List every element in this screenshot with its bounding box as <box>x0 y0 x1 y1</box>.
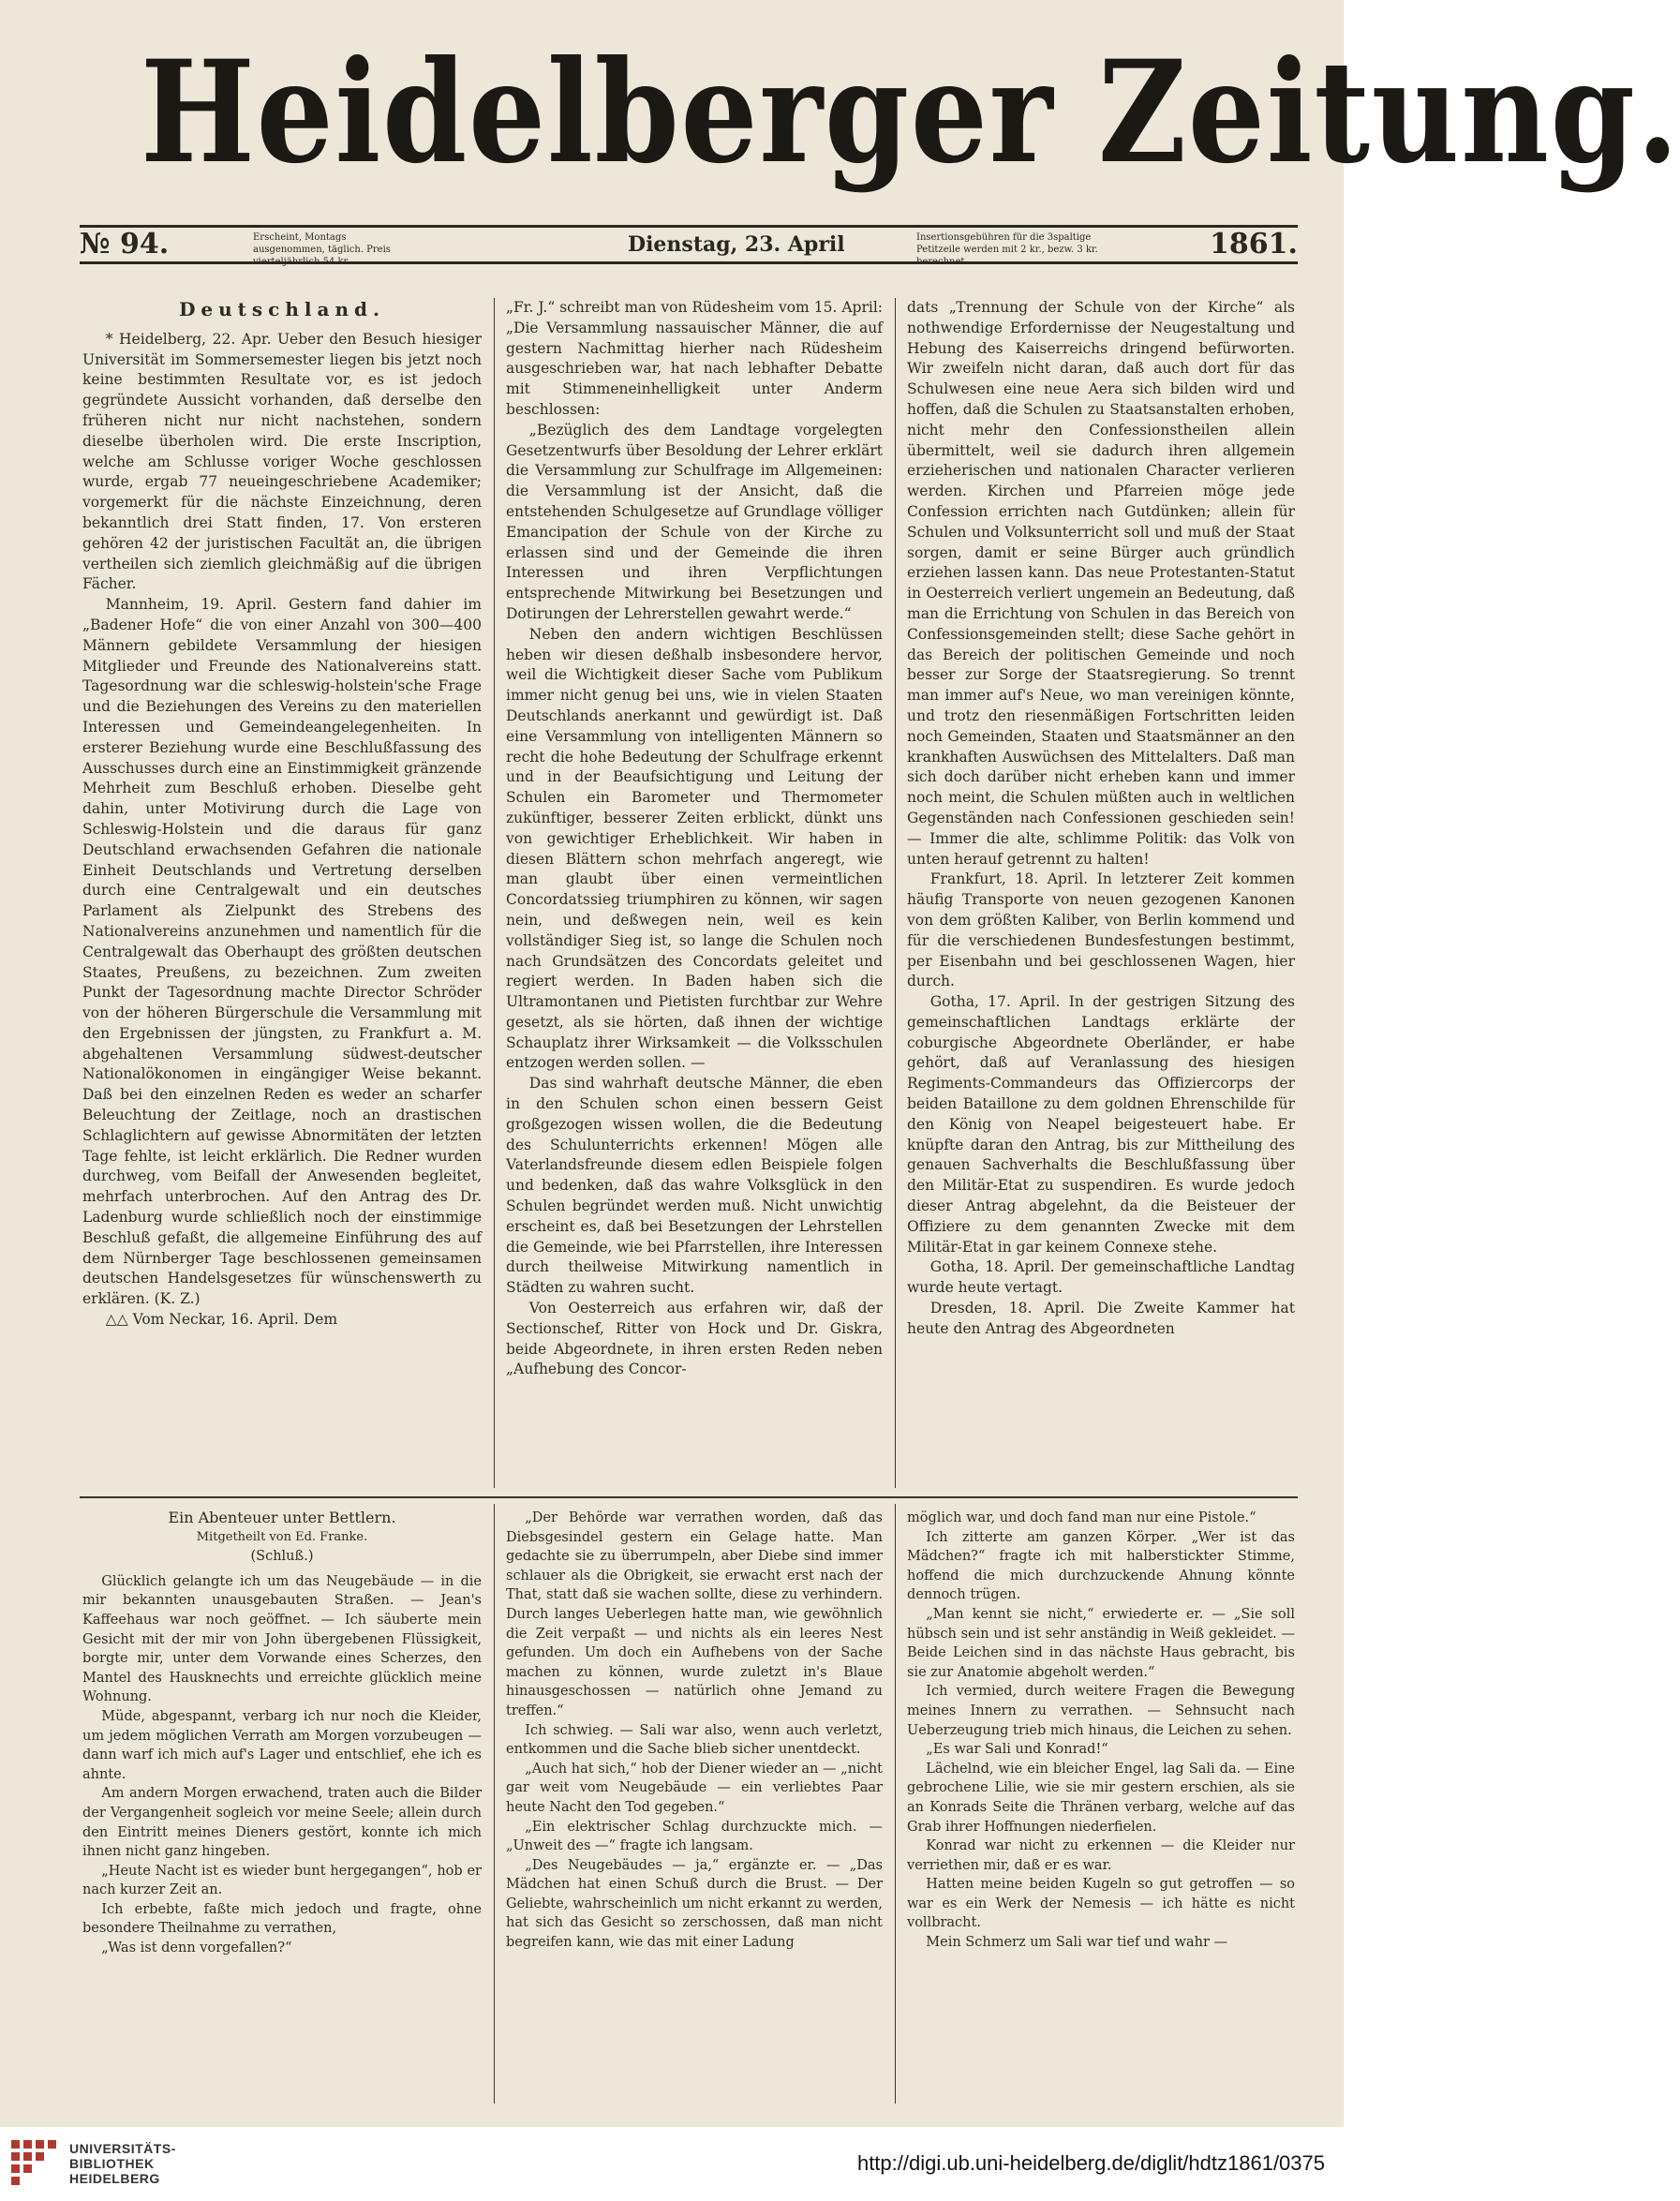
article-gotha-17: Gotha, 17. April. In der gestrigen Sitzung des gemeinschaftlichen Landtags erklärte der coburgische Abgeordnete Oberländer, er habe gehört, daß auf Veranlassung des hiesigen Regiments-Commandeurs das Offiziercorps der beiden Bataillone zu dem goldnen Ehrenschilde für den König von Neapel beigesteuert habe. Er knüpfte daran den Antrag, bis zur Mittheilung des genauen Sachverhalts die Beschlußfassung über den Militär-Etat zu suspendiren. Es wurde jedoch dieser Antrag abgelehnt, da die Beisteuer der Offiziere zu dem genannten Zwecke mit dem Militär-Etat in gar keinem Connexe stehe. <box>907 993 1295 1256</box>
feuilleton-paragraph: Ich zitterte am ganzen Körper. „Wer ist das Mädchen?“ fragte ich mit halberstickter Stimme, hoffend die mich durchzuckende Ahnung könnte dennoch trügen. <box>907 1529 1295 1603</box>
article-oesterreich: Von Oesterreich aus erfahren wir, daß der Sectionschef, Ritter von Hock und Dr. Giskra, beide Abgeordnete, in ihren ersten Reden neben „Aufhebung des Concor- <box>506 1300 883 1378</box>
feuilleton-paragraph: Ich erbebte, faßte mich jedoch und fragte, ohne besondere Theilnahme zu verrathen, <box>82 1901 482 1937</box>
feuilleton-paragraph: Konrad war nicht zu erkennen — die Kleider nur verriethen mir, daß er es war. <box>907 1838 1295 1873</box>
feuilleton-paragraph: Ich vermied, durch weitere Fragen die Bewegung meines Innern zu verrathen. — Sehnsucht nach Ueberzeugung trieb mich hinaus, die Leichen zu sehen. <box>907 1684 1295 1738</box>
feuilleton-paragraph: „Was ist denn vorgefallen?“ <box>101 1941 292 1956</box>
feuilleton-paragraph: „Der Behörde war verrathen worden, daß das Diebsgesindel gestern ein Gelage hatte. Man gedachte sie zu überrumpeln, aber Diebe sind immer schlauer als die Obrigkeit, sie erwacht erst nach der That, statt daß sie wachen sollte, diese zu verhindern. Durch langes Ueberlegen hatte man, wie gewöhnlich die Zeit verpaßt — und nichts als ein leeres Nest gefunden. Um doch ein Aufhebens von der Sache machen zu können, wurde zuletzt in's Blaue hinausgeschossen — natürlich ohne Jemand zu treffen.“ <box>506 1510 883 1718</box>
masthead <box>0 0 1680 216</box>
publishing-note: Erscheint, Montags ausgenommen, täglich. Preis vierteljährlich 54 kr. <box>253 232 391 267</box>
issue-date: Dienstag, 23. April <box>628 232 845 257</box>
feuilleton-paragraph: Lächelnd, wie ein bleicher Engel, lag Sali da. — Eine gebrochene Lilie, wie sie mir gestern erschien, als sie an Konrads Seite die Thränen verbarg, welche auf das Grab ihrer Hoffnungen niederfielen. <box>907 1761 1295 1835</box>
article-frankfurt: Frankfurt, 18. April. In letzterer Zeit kommen häufig Transporte von neuen gezogenen Kanonen von dem größten Kaliber, von Berlin kommend und für die verschiedenen Bundesfestungen bestimmt, per Eisenbahn und bei geschlossenen Wagen, hier durch. <box>907 870 1295 990</box>
feuilleton-paragraph: Glücklich gelangte ich um das Neugebäude — in die mir bekannten unausgebauten Straßen. — Jean's Kaffeehaus war noch geöffnet. — Ich säuberte mein Gesicht mit der mir von John übergebenen Flüssigkeit, borgte mir, unter dem Vorwande eines Scherzes, den Mantel des Hausknechts und erreichte glücklich meine Wohnung. <box>82 1573 482 1705</box>
article-oesterreich-cont: dats „Trennung der Schule von der Kirche“ als nothwendige Erfordernisse der Neugestaltung und Hebung des Kaiserreichs dringend befürworten. Wir zweifeln nicht daran, daß auch dort für das Schulwesen eine neue Aera sich bilden wird und hoffen, daß die Schulen zu Staatsanstalten erhoben, nicht mehr den Confessionstheilen allein übermittelt, weil sie dadurch ihren allgemein erzieherischen und nationalen Character verlieren werden. Kirchen und Pfarreien möge jede Confession errichten nach Gutdünken; allein für Schulen und Volksunterricht soll und muß der Staat sorgen, damit er seine Bürger auch gründlich erziehen lassen kann. Das neue Protestanten-Statut in Oesterreich verliert ungemein an Bedeutung, daß man die Errichtung von Schulen in das Bereich von Confessionsgemeinden stellt; diese Sache gehört in das Bereich der politischen Gemeinde und noch besser zur Sorge der Staatsregierung. So trennt man immer auf's Neue, wo man vereinigen könnte, und trotz den riesenmäßigen Fortschritten leiden noch Gemeinden, Staaten und Staatsmänner an den krankhaften Auswüchsen des Mittelalters. Daß man sich doch darüber nicht erheben kann und immer noch meint, die Schulen müßten auch in weltlichen Gegenständen nach Confessionen geschieden sein! — Immer die alte, schlimme Politik: das Volk von unten herauf getrennt zu halten! <box>907 299 1295 868</box>
column-rule <box>494 1504 495 2104</box>
article-column-2 <box>506 298 883 1492</box>
column-rule <box>494 298 495 1488</box>
article-ruedesheim: „Fr. J.“ schreibt man von Rüdesheim vom 15. April: „Die Versammlung nassauischer Männer, die auf gestern Nachmittag hierher nach Rüdesheim ausgeschrieben war, hat nach lebhafter Debatte mit Stimmeneinhelligkeit unter Anderm beschlossen: <box>506 299 883 418</box>
feuilleton-paragraph: Hatten meine beiden Kugeln so gut getroffen — so war es ein Werk der Nemesis — ich hätte es nicht vollbracht. <box>907 1877 1295 1931</box>
dateline <box>80 225 1298 267</box>
feuilleton-column-1 <box>82 1509 482 2108</box>
newspaper-title: Heidelberger Zeitung. <box>141 30 1680 195</box>
feuilleton-rule <box>80 1496 1298 1498</box>
feuilleton-paragraph: Am andern Morgen erwachend, traten auch die Bilder der Vergangenheit sogleich vor meine Seele; allein durch den Eintritt meines Dieners gestört, konnte ich mich ihnen nicht ganz hingeben. <box>82 1786 482 1860</box>
feuilleton-paragraph: „Man kennt sie nicht,“ erwiederte er. — „Sie soll hübsch sein und ist sehr anständig in Weiß gekleidet. — Beide Leichen sind in das nächste Haus gebracht, bis sie zur Anatomie abgeholt werden.“ <box>907 1606 1295 1680</box>
article-dresden: Dresden, 18. April. Die Zweite Kammer hat heute den Antrag des Abgeordneten <box>907 1300 1295 1337</box>
article-ruedesheim-comment: Neben den andern wichtigen Beschlüssen heben wir diesen deßhalb insbesondere hervor, weil die Wichtigkeit dieser Sache vom Publikum immer nicht genug bei uns, wie in vielen Staaten Deutschlands anerkannt und gewürdigt ist. Daß eine Versammlung von intelligenten Männern so recht die hohe Bedeutung der Schulfrage erkennt und in der Beaufsichtigung und Leitung der Schulen ein Barometer und Thermometer zukünftiger, besserer Zeiten erblickt, dünkt uns von gewichtiger Erheblichkeit. Wir haben in diesen Blättern schon mehrfach angeregt, wie man glaubt über einen vermeintlichen Concordatssieg triumphiren zu können, wir sagen nein, und deßwegen nein, weil es kein vollständiger Sieg ist, so lange die Schulen noch nach Grundsätzen des Concordats geleitet und regiert werden. In Baden haben sich die Ultramontanen und Pietisten furchtbar zur Wehre gesetzt, als sie hörten, daß ihnen der wichtige Schauplatz ihrer Wirksamkeit — die Volksschulen entzogen werden sollen. — <box>506 625 883 1072</box>
feuilleton-paragraph: möglich war, und doch fand man nur eine Pistole.“ <box>907 1510 1256 1525</box>
library-name-line: UNIVERSITÄTS- <box>69 2141 176 2156</box>
feuilleton-paragraph: „Des Neugebäudes — ja,“ ergänzte er. — „Das Mädchen hat einen Schuß durch die Brust. — Der Geliebte, wahrscheinlich um nicht erkannt zu werden, hat sich das Gesicht so zerschossen, daß man nicht begreifen kann, wie das mit einer Ladung <box>506 1857 883 1951</box>
article-column-3 <box>907 298 1295 1492</box>
feuilleton-byline: Mitgetheilt von Ed. Franke. <box>196 1529 368 1544</box>
article-heidelberg: * Heidelberg, 22. Apr. Ueber den Besuch hiesiger Universität im Sommersemester liegen bis jetzt noch keine bestimmten Resultate vor, es ist jedoch gegründete Aussicht vorhanden, daß derselbe den früheren nicht nur nicht nachstehen, sondern dieselbe überholen wird. Die erste Inscription, welche am Schlusse voriger Woche geschlossen wurde, ergab 77 neueingeschriebene Academiker; vorgemerkt für die nächste Einzeichnung, deren bekanntlich drei Statt finden, 17. Von ersteren gehören 42 der juristischen Facultät an, die übrigen vertheilen sich ziemlich gleichmäßig auf die übrigen Fächer. <box>82 330 482 593</box>
permalink-url[interactable]: http://digi.ub.uni-heidelberg.de/diglit/hdtz1861/0375 <box>856 2151 1325 2175</box>
feuilleton-paragraph: „Es war Sali und Konrad!“ <box>926 1742 1108 1758</box>
feuilleton-column-2 <box>506 1509 883 2108</box>
article-mannheim: Mannheim, 19. April. Gestern fand dahier im „Badener Hofe“ die von einer Anzahl von 300—400 Männern gebildete Versammlung der hiesigen Mitglieder und Freunde des Nationalvereins statt. Tagesordnung war die schleswig-holstein'sche Frage und die Beziehungen des Vereins zu den materiellen Interessen und Gemeindeangelegenheiten. In ersterer Beziehung wurde eine Beschlußfassung des Ausschusses durch eine an Einstimmigkeit gränzende Mehrheit zum Beschluß erhoben. Dieselbe geht dahin, unter Motivirung durch die Lage von Schleswig-Holstein und die daraus für ganz Deutschland erwachsenden Gefahren die nationale Einheit Deutschlands und Vertretung derselben durch eine Centralgewalt und ein deutsches Parlament als Zielpunkt des Strebens des Nationalvereins anzunehmen und namentlich für die Centralgewalt das Oberhaupt des größten deutschen Staates, Preußens, zu bezeichnen. Zum zweiten Punkt der Tagesordnung machte Director Schröder von der höheren Bürgerschule die Versammlung mit den Ergebnissen der jüngsten, zu Frankfurt a. M. abgehaltenen Versammlung südwest-deutscher Nationalökonomen in eingängiger Weise bekannt. Daß bei den einzelnen Reden es weder an scharfer Beleuchtung der Zeitlage, noch an drastischen Schlaglichtern auf gewisse Abnormitäten der letzten Tage fehlte, ist leicht erklärlich. Die Redner wurden durchweg, vom Beifall der Anwesenden begleitet, mehrfach unterbrochen. Auf den Antrag des Dr. Ladenburg wurde schließlich noch der einstimmige Beschluß gefaßt, die allgemeine Einführung des auf dem Nürnberger Tage beschlossenen gemeinsamen deutschen Handelsgesetzes für wünschenswerth zu erklären. (K. Z.) <box>82 596 482 1308</box>
university-library-logo-icon <box>9 2138 60 2189</box>
column-rule <box>895 298 896 1488</box>
issue-year: 1861. <box>1210 228 1298 260</box>
feuilleton-paragraph: Müde, abgespannt, verbarg ich nur noch die Kleider, um jedem möglichen Verrath am Morgen vorzubeugen — dann warf ich mich auf's Lager und entschlief, ehe ich es ahnte. <box>82 1708 482 1782</box>
feuilleton-continuation: (Schluß.) <box>250 1549 314 1565</box>
library-name-line: BIBLIOTHEK <box>69 2156 155 2171</box>
library-name-line: HEIDELBERG <box>69 2171 160 2186</box>
column-rule <box>895 1504 896 2104</box>
article-column-1 <box>82 296 482 1492</box>
article-gotha-18: Gotha, 18. April. Der gemeinschaftliche Landtag wurde heute vertagt. <box>907 1258 1295 1297</box>
feuilleton-paragraph: Mein Schmerz um Sali war tief und wahr — <box>926 1935 1227 1951</box>
feuilleton-column-3 <box>907 1509 1295 2108</box>
section-heading: Deutschland. <box>179 298 385 320</box>
issue-number: № 94. <box>80 228 170 260</box>
feuilleton-title: Ein Abenteuer unter Bettlern. <box>168 1509 396 1526</box>
viewer-footer <box>0 2127 1344 2201</box>
feuilleton-paragraph: „Ein elektrischer Schlag durchzuckte mich. — „Unweit des —“ fragte ich langsam. <box>506 1819 883 1854</box>
feuilleton-paragraph: Ich schwieg. — Sali war also, wenn auch verletzt, entkommen und die Sache blieb sicher unentdeckt. <box>506 1722 883 1758</box>
feuilleton-paragraph: „Auch hat sich,“ hob der Diener wieder an — „nicht gar weit vom Neugebäude — ein verliebtes Paar heute Nacht den Tod gegeben.“ <box>506 1761 883 1815</box>
feuilleton-paragraph: „Heute Nacht ist es wieder bunt hergegangen“, hob er nach kurzer Zeit an. <box>82 1863 482 1898</box>
article-ruedesheim-quote: „Bezüglich des dem Landtage vorgelegten Gesetzentwurfs über Besoldung der Lehrer erklärt die Versammlung zur Schulfrage im Allgemeinen: die Versammlung ist der Ansicht, daß die entstehenden Schulgesetze auf Grundlage völliger Emancipation der Schule von der Kirche zu erlassen sind und der Gemeinde die ihren Interessen und ihren Verpflichtungen entsprechende Mitwirkung bei Besetzungen und Dotirungen der Lehrerstellen gewahrt werde.“ <box>506 421 883 622</box>
article-ruedesheim-comment-2: Das sind wahrhaft deutsche Männer, die eben in den Schulen schon einen bessern Geist großgezogen wissen wollen, die die Bedeutung des Schulunterrichts erkennen! Mögen alle Vaterlandsfreunde diesem edlen Beispiele folgen und bedenken, daß das wahre Volksglück in den Schulen begründet werden muß. Nicht unwichtig erscheint es, daß bei Besetzungen der Lehrstellen die Gemeinde, wie bei Pfarrstellen, ihre Interessen durch theilweise Mitwirkung namentlich in Städten zu wahren sucht. <box>506 1075 883 1297</box>
library-name <box>69 2141 176 2186</box>
insertion-note: Insertionsgebühren für die 3spaltige Petitzeile werden mit 2 kr., bezw. 3 kr. berechnet. <box>916 232 1098 267</box>
article-vom-neckar: △△ Vom Neckar, 16. April. Dem <box>105 1311 338 1329</box>
